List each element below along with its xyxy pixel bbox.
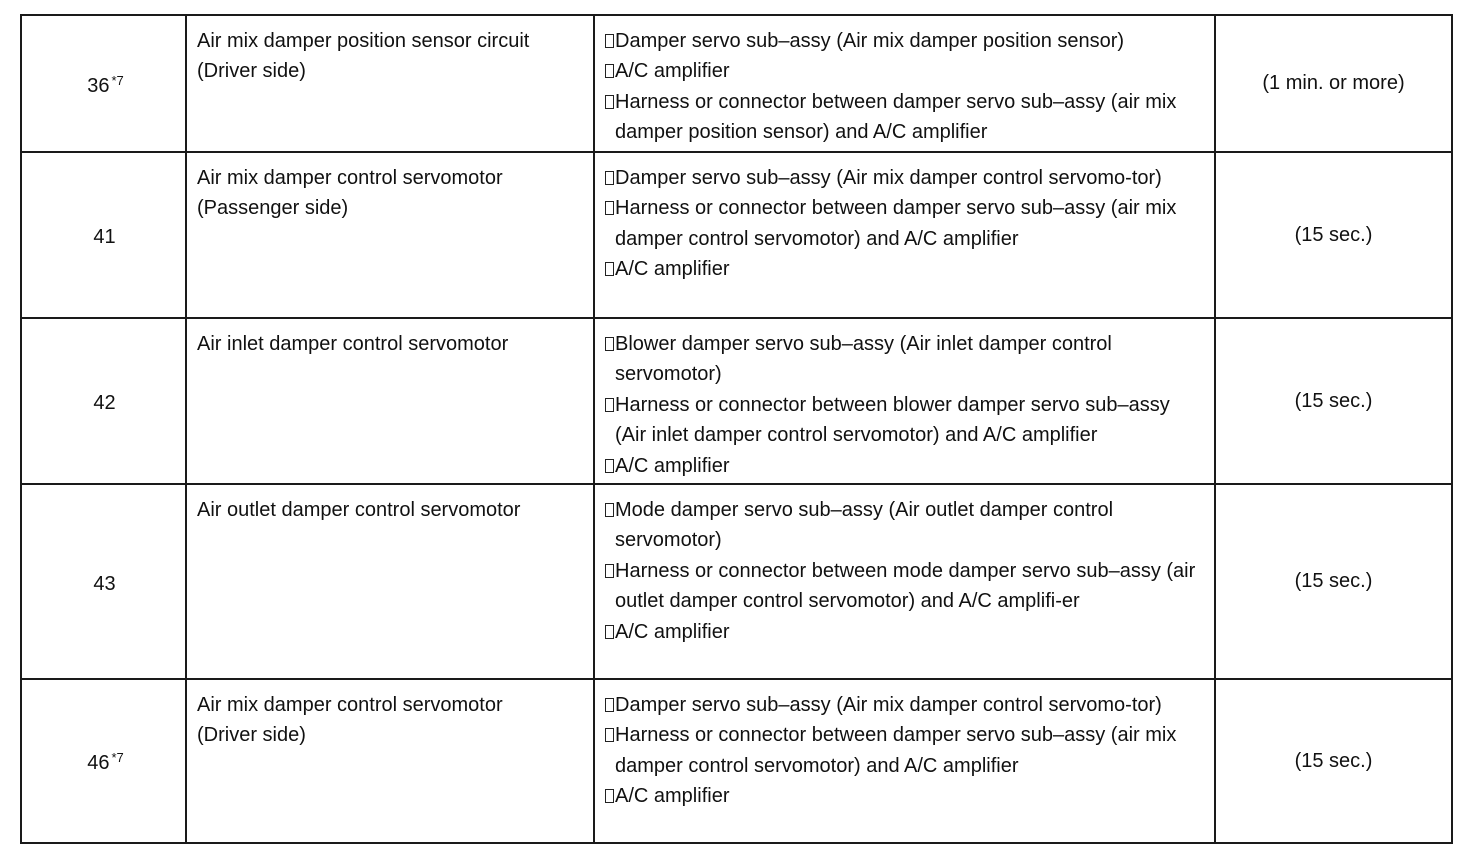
list-item: Blower damper servo sub–assy (Air inlet damper control servomotor) [605, 329, 1204, 390]
checkbox-square-icon [605, 459, 614, 473]
list-item: Damper servo sub–assy (Air mix damper position sensor) [605, 26, 1204, 56]
checkbox-square-icon [605, 728, 614, 742]
detection-item: Air outlet damper control servomotor [186, 484, 594, 679]
memory-cell [1215, 15, 1452, 152]
detection-item: Air mix damper control servomotor (Driver side) [186, 679, 594, 843]
checkbox-square-icon [605, 503, 614, 517]
checkbox-square-icon [605, 64, 614, 78]
list-item: Harness or connector between damper servo sub–assy (air mix damper position sensor) and A/C amplifier [605, 87, 1204, 148]
dtc-code: 41 [93, 226, 116, 249]
detection-item: Air mix damper control servomotor (Passenger side) [186, 152, 594, 318]
trouble-area-cell [594, 15, 1215, 152]
table-row [21, 15, 1452, 152]
list-item: Damper servo sub–assy (Air mix damper control servomo-tor) [605, 163, 1204, 193]
list-item: Harness or connector between damper servo sub–assy (air mix damper control servomotor) and A/C amplifier [605, 720, 1204, 781]
memory-value: (15 sec.) [1294, 223, 1373, 246]
dtc-code-cell [21, 484, 186, 679]
checkbox-square-icon [605, 789, 614, 803]
list-item: A/C amplifier [605, 451, 1204, 481]
memory-cell [1215, 318, 1452, 484]
dtc-note: *7 [111, 72, 124, 88]
checkbox-square-icon [605, 171, 614, 185]
checkbox-square-icon [605, 398, 614, 412]
list-item: A/C amplifier [605, 617, 1204, 647]
table-row [21, 152, 1452, 318]
list-item: A/C amplifier [605, 781, 1204, 811]
memory-value: (15 sec.) [1294, 570, 1373, 593]
list-item: Mode damper servo sub–assy (Air outlet damper control servomotor) [605, 495, 1204, 556]
memory-cell [1215, 152, 1452, 318]
list-item: A/C amplifier [605, 56, 1204, 86]
detection-item: Air mix damper position sensor circuit (Driver side) [186, 15, 594, 152]
dtc-table [20, 14, 1453, 844]
list-item: Harness or connector between mode damper servo sub–assy (air outlet damper control servomotor) and A/C amplifi-er [605, 556, 1204, 617]
checkbox-square-icon [605, 34, 614, 48]
memory-value: (15 sec.) [1294, 389, 1373, 412]
memory-cell [1215, 484, 1452, 679]
list-item: A/C amplifier [605, 254, 1204, 284]
table-row [21, 679, 1452, 843]
list-item: Harness or connector between blower damper servo sub–assy (Air inlet damper control servomotor) and A/C amplifier [605, 390, 1204, 451]
dtc-code-cell [21, 15, 186, 152]
dtc-code-cell [21, 679, 186, 843]
dtc-code: 43 [93, 572, 116, 595]
table-row [21, 318, 1452, 484]
detection-item: Air inlet damper control servomotor [186, 318, 594, 484]
memory-cell [1215, 679, 1452, 843]
dtc-note: *7 [111, 750, 124, 766]
dtc-code: 42 [93, 392, 116, 415]
table-row [21, 484, 1452, 679]
list-item: Damper servo sub–assy (Air mix damper control servomo-tor) [605, 690, 1204, 720]
trouble-area-cell [594, 484, 1215, 679]
list-item: Harness or connector between damper servo sub–assy (air mix damper control servomotor) and A/C amplifier [605, 193, 1204, 254]
trouble-area-cell [594, 152, 1215, 318]
trouble-area-cell [594, 679, 1215, 843]
memory-value: (1 min. or more) [1262, 72, 1405, 95]
checkbox-square-icon [605, 564, 614, 578]
dtc-code: 46 [87, 752, 110, 775]
checkbox-square-icon [605, 337, 614, 351]
dtc-code: 36 [87, 74, 110, 97]
checkbox-square-icon [605, 262, 614, 276]
memory-value: (15 sec.) [1294, 749, 1373, 772]
trouble-area-cell [594, 318, 1215, 484]
checkbox-square-icon [605, 95, 614, 109]
checkbox-square-icon [605, 201, 614, 215]
checkbox-square-icon [605, 698, 614, 712]
dtc-code-cell [21, 318, 186, 484]
checkbox-square-icon [605, 625, 614, 639]
dtc-code-cell [21, 152, 186, 318]
